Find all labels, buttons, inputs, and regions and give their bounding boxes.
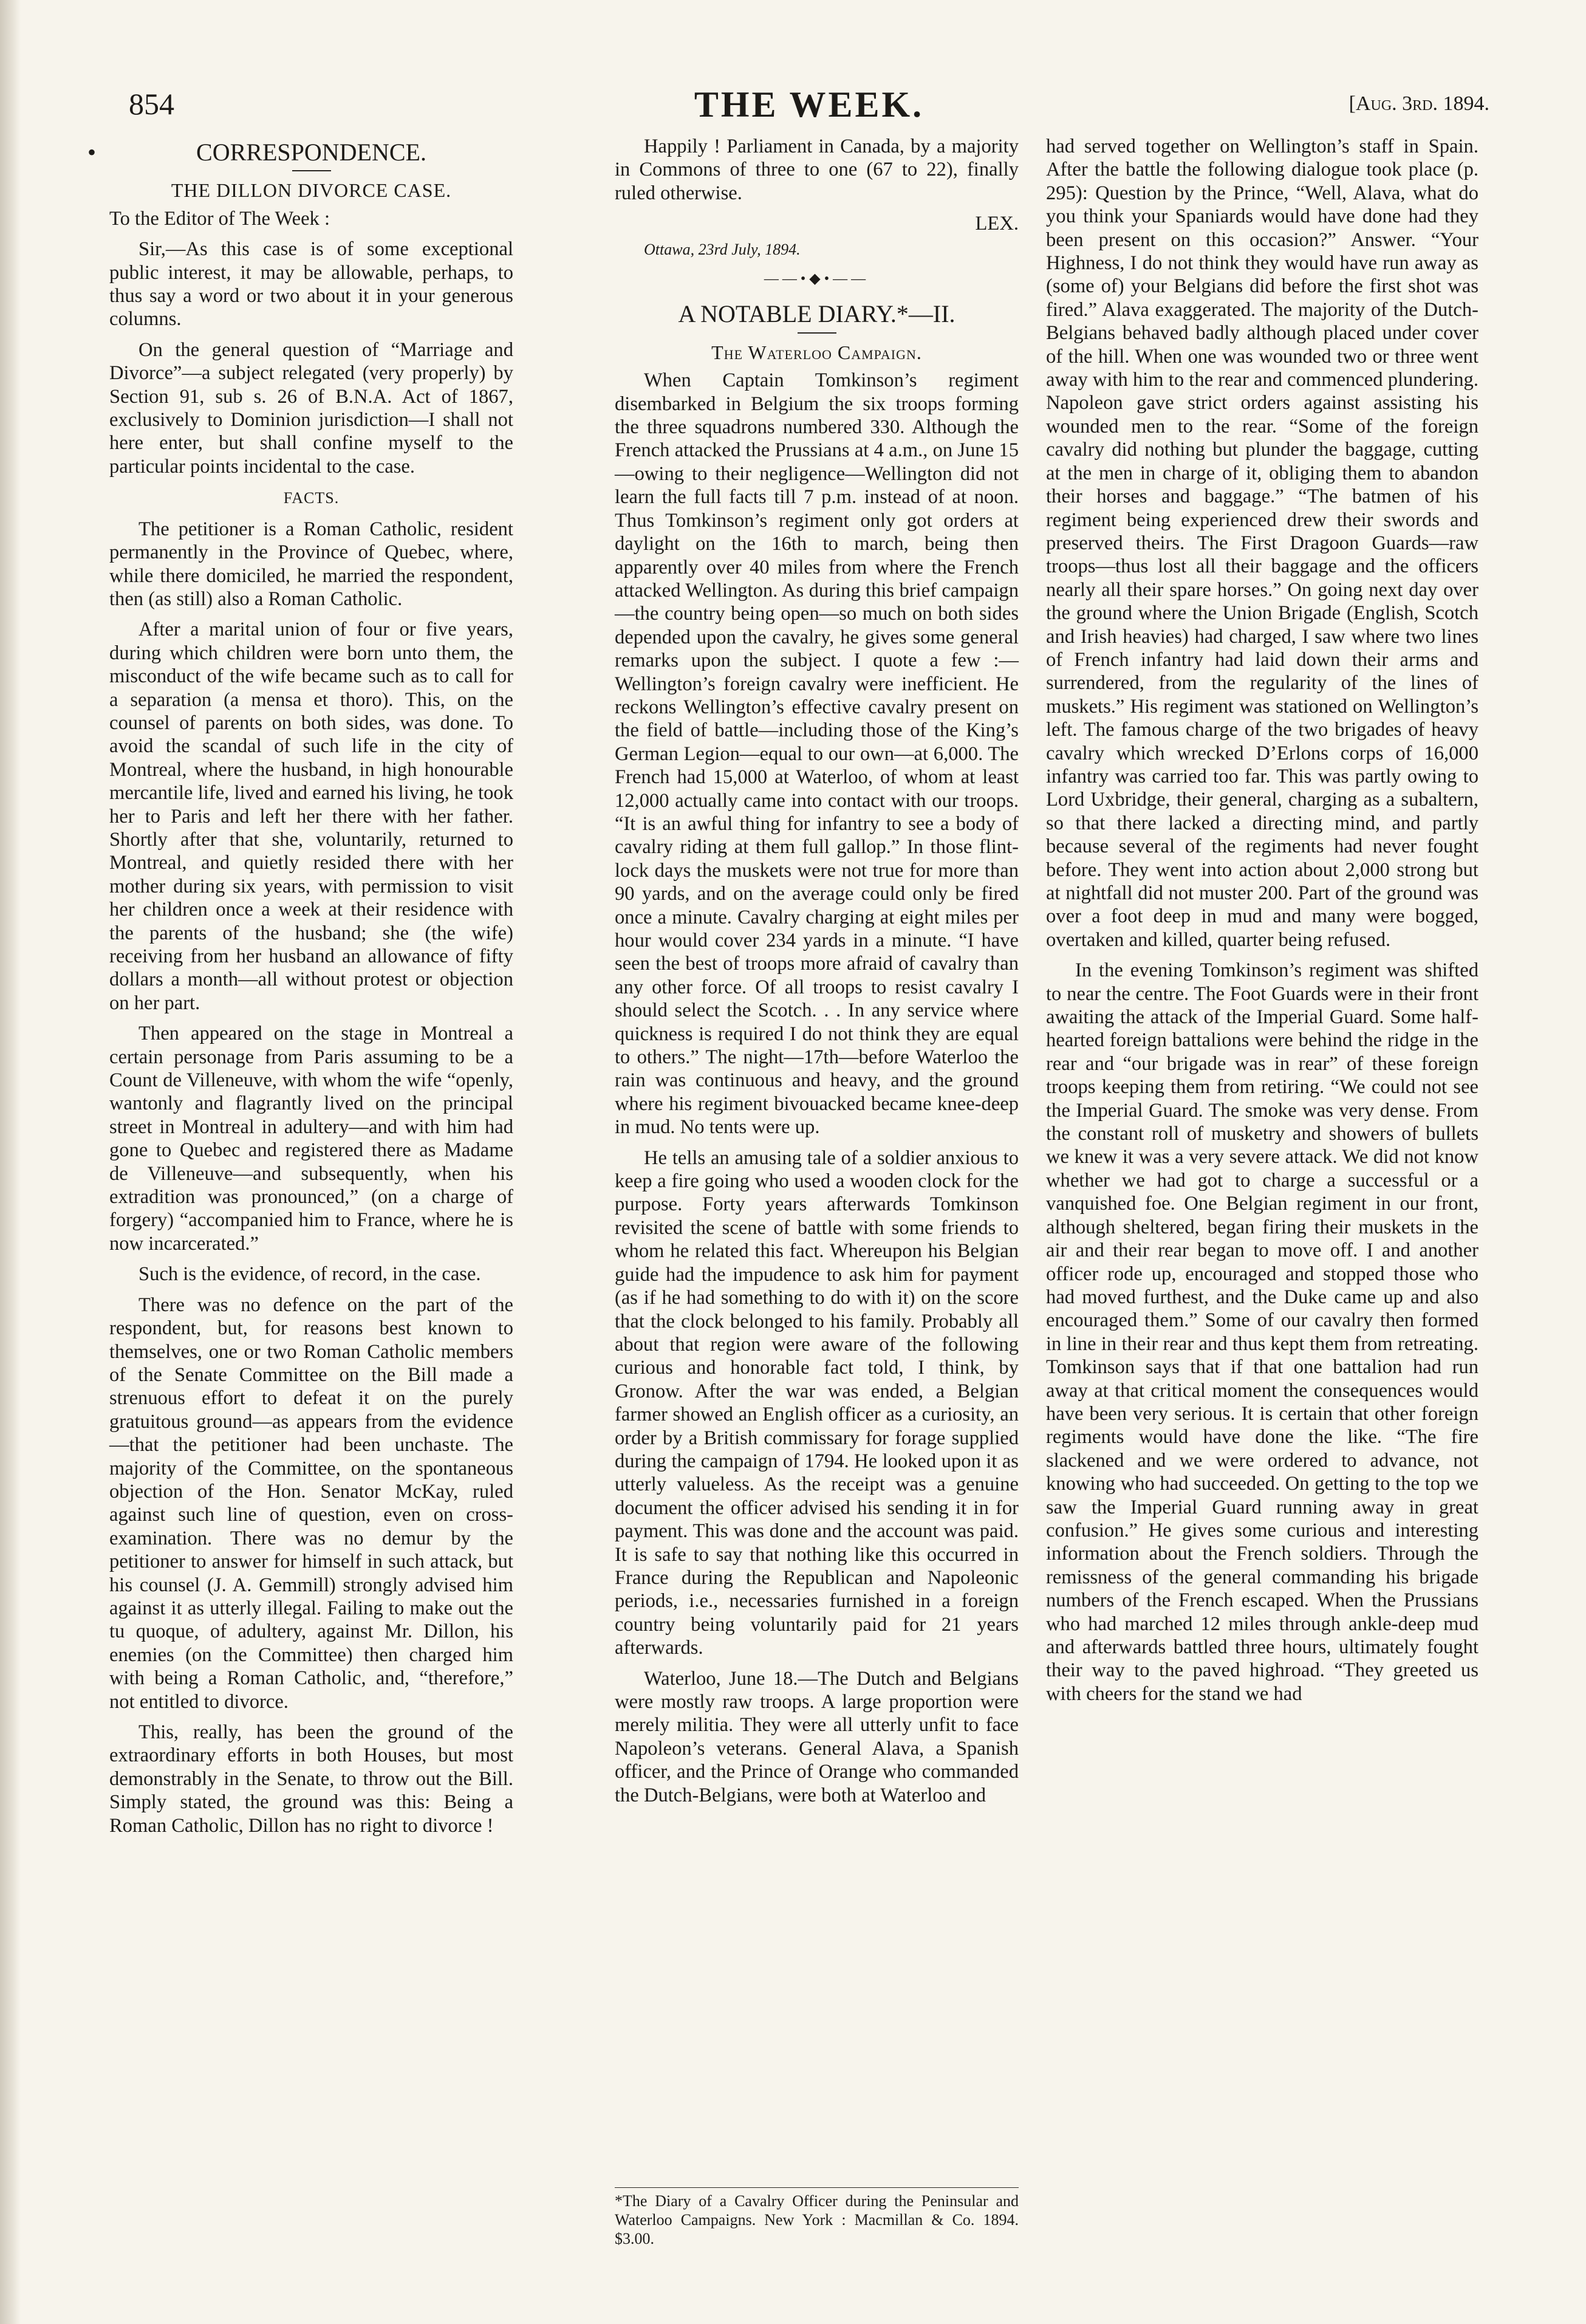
column-2 <box>615 135 1019 1814</box>
ornament-divider: ——•◆•—— <box>764 271 870 287</box>
column-3 <box>1046 135 1478 1713</box>
paragraph: Then appeared on the stage in Montreal a certain personage from Paris assuming to be a Count de Villeneuve, with whom the wife “openly, wantonly and flagrantly lived on the principal street in Montreal in adultery—and with him had gone to Quebec and registered there as Madame de Villeneuve—and subsequently, when his extradition was pronounced,” (on a charge of forgery) “accompanied him to France, where he is now incarcerated.” <box>109 1023 513 1255</box>
column-1 <box>87 135 513 1845</box>
signature: LEX. <box>975 213 1019 235</box>
paragraph: When Captain Tomkinson’s regiment disembarked in Belgium the six troops forming the three squadrons numbered 330. Although the French attacked the Prussians at 4 a.m., on June 15—owing to their negligence—Wellington did not learn the full facts till 7 p.m. instead of at noon. Thus Tomkinson’s regiment only got orders at daylight on the 16th to march, being then apparently over 40 miles from where the French attacked Wellington. As during this brief campaign—the country being open—so much on both sides depended upon the cavalry, he gives some general remarks upon the subject. I quote a few :—Wellington’s foreign cavalry were inefficient. He reckons Wellington’s effective cavalry present on the field of battle—including those of the King’s German Legion—equal to our own—at 6,000. The French had 15,000 at Waterloo, of whom at least 12,000 actually came into contact with our troops. “It is an awful thing for infantry to see a body of cavalry riding at them full gallop.” In those flint-lock days the muskets were not true for more than 90 yards, and on the average could only be fired once a minute. Cavalry charging at eight miles per hour would cover 234 yards in a minute. “I have seen the best of troops more afraid of cavalry than any other force. Of all troops to resist cavalry I should select the Scotch. . . In any service where quickness is required I do not think they are equal to others.” The night—17th—before Waterloo the rain was continuous and heavy, and the ground where his regiment bivouacked became knee-deep in mud. No tents were up. <box>615 369 1019 1139</box>
page-header <box>129 84 1489 139</box>
paragraph: had served together on Wellington’s staff in Spain. After the battle the following dialogue took place (p. 295): Question by the Prince, “Well, Alava, what do you think your Spaniards would have done had they been present on this occasion?” Answer. “Your Highness, I do not think they would have run away as (some of) your Belgians did before the first shot was fired.” Alava exaggerated. The majority of the Dutch-Belgians behaved badly although placed under cover of the hill. When one was wounded two or three went away with him to the rear and commenced plundering. Napoleon gave strict orders against assisting his wounded men to the rear. “Some of the foreign cavalry did nothing but plunder the baggage, cutting at the men in charge of it, obliging them to abandon their horses and baggage.” “The batmen of his regiment being experienced drew their swords and preserved theirs. The First Dragoon Guards—raw troops—thus lost all their baggage and the officers nearly all their spare horses.” On going next day over the ground where the Union Brigade (English, Scotch and Irish heavies) had charged, I saw where two lines of French infantry had laid down their arms and surrendered, from the regularity of the lines of muskets.” His regiment was stationed on Wellington’s left. The famous charge of the two brigades of heavy cavalry which wrecked D’Erlons corps of 16,000 infantry was carried too far. This was partly owing to Lord Uxbridge, their general, charging as a subaltern, so that there lacked a directing mind, and partly because several of the regiments had never fought before. They went into action about 2,000 strong but at nightfall did not muster 200. Part of the ground was over a foot deep in mud and many were bogged, overtaken and killed, quarter being refused. <box>1046 135 1478 951</box>
page-gutter-shadow <box>0 0 21 2324</box>
paragraph: Waterloo, June 18.—The Dutch and Belgians were mostly raw troops. A large proportion were merely militia. They were all utterly unfit to face Napoleon’s veterans. General Alava, a Spanish officer, and the Prince of Orange who commanded the Dutch-Belgians, were both at Waterloo and <box>615 1667 1019 1806</box>
paragraph: The petitioner is a Roman Catholic, resident permanently in the Province of Quebec, where, while there domiciled, he married the respondent, then (as still) also a Roman Catholic. <box>109 518 513 610</box>
place-date: Ottawa, 23rd July, 1894. <box>644 240 801 258</box>
facts-heading: FACTS. <box>283 489 340 507</box>
section-title: • CORRESPONDENCE. <box>87 139 426 166</box>
article-title: THE DILLON DIVORCE CASE. <box>171 179 452 202</box>
page-number: 854 <box>129 87 174 121</box>
bullet-mark: • <box>87 139 97 166</box>
footnote: *The Diary of a Cavalry Officer during the Peninsular and Waterloo Campaigns. New York : Macmillan & Co. 1894. $3.00. <box>615 2187 1019 2248</box>
paragraph: There was no defence on the part of the respondent, but, for reasons best known to themselves, one or two Roman Catholic members of the Senate Committee on the Bill made a strenuous effort to defeat it on the purely gratuitous ground—as appears from the evidence—that the petitioner had been unchaste. The majority of the Committee, on the spontaneous objection of the Hon. Senator McKay, ruled against such line of question, even on cross-examination. There was no demur by the petitioner to answer for himself in such attack, but his counsel (J. A. Gemmill) strongly advised him against it as utterly illegal. Failing to make out the tu quoque, of adultery, against Mr. Dillon, his enemies (on the Committee) then charged him with being a Roman Catholic, and, “therefore,” not entitled to divorce. <box>109 1294 513 1713</box>
paragraph: After a marital union of four or five years, during which children were born unto them, the misconduct of the wife became such as to call for a separation (a mensa et thoro). This, on the counsel of parents on both sides, was done. To avoid the scandal of such life in the city of Montreal, where the husband, in high honourable mercantile life, lived and earned his living, he took her to Paris and left her there with her father. Shortly after that she, voluntarily, returned to Montreal, and quietly resided there with her mother during six years, with permission to visit her children once a week at their residence with the parents of the husband; she (the wife) receiving from her husband an allowance of fifty dollars a month—all without protest or objection on her part. <box>109 619 513 1014</box>
paragraph: He tells an amusing tale of a soldier anxious to keep a fire going who used a wooden clock for the purpose. Forty years afterwards Tomkinson revisited the scene of battle with some friends to whom he related this fact. Whereupon his Belgian guide had the impudence to ask him for payment (as if he had something to do with it) on the score that the clock belonged to his family. Probably all about that region were aware of the following curious and honorable fact told, I think, by Gronow. After the war was ended, a Belgian farmer showed an English officer as a curiosity, an order by a British commissary for forage supplied during the campaign of 1794. He looked upon it as utterly valueless. As the receipt was a genuine document the officer advised his sending it in for payment. This was done and the account was paid. It is safe to say that nothing like this occurred in France during the Republican and Napoleonic periods, i.e., necessaries furnished in a foreign country being voluntarily paid for 21 years afterwards. <box>615 1147 1019 1659</box>
salutation: To the Editor of The Week : <box>109 207 330 230</box>
divider <box>798 332 836 334</box>
journal-title: THE WEEK. <box>694 84 925 125</box>
paragraph: In the evening Tomkinson’s regiment was shifted to near the centre. The Foot Guards were in their front awaiting the attack of the Imperial Guard. Some half-hearted foreign battalions were behind the ridge in the rear and “our brigade was in rear” of these foreign troops keeping them from retiring. “We could not see the Imperial Guard. The smoke was very dense. From the constant roll of musketry and showers of bullets we knew it was a very severe attack. We did not know whether we had got to charge a successful or a vanquished foe. One Belgian regiment in our front, although sheltered, began firing their muskets in the air and their rear began to move off. I and another officer rode up, encouraged and stopped those who had moved furthest, and the Duke came up and also encouraged them.” Some of our cavalry then formed in line in their rear and thus kept them from retreating. Tomkinson says that if that one battalion had run away at that critical moment the consequences would have been very serious. It is certain that other foreign regiments would have done the like. “The fire slackened and we were ordered to advance, not knowing who had succeeded. On getting to the top we saw the Imperial Guard running away in great confusion.” He gives some curious and interesting information about the French soldiers. Through the remissness of the general commanding his brigade numbers of the French escaped. When the Prussians who had marched 12 miles through ankle-deep mud and afterwards battled three hours, ultimately fought their way to the paved highroad. “They greeted us with cheers for the stand we had <box>1046 959 1478 1705</box>
paragraph: Happily ! Parliament in Canada, by a majority in Commons of three to one (67 to 22), finally ruled otherwise. <box>615 135 1019 204</box>
paragraph: This, really, has been the ground of the extraordinary efforts in both Houses, but most demonstrably in the Senate, to throw out the Bill. Simply stated, the ground was this: Being a Roman Catholic, Dillon has no right to divorce ! <box>109 1721 513 1837</box>
paragraph: Such is the evidence, of record, in the case. <box>138 1263 481 1286</box>
divider <box>292 170 331 171</box>
diary-title: A NOTABLE DIARY.*—II. <box>678 300 955 328</box>
issue-date: [Aug. 3rd. 1894. <box>1348 92 1489 115</box>
paragraph: Sir,—As this case is of some exceptional public interest, it may be allowable, perhaps, to thus say a word or two about it in your generous columns. <box>109 238 513 331</box>
diary-subtitle: The Waterloo Campaign. <box>711 341 922 363</box>
paragraph: On the general question of “Marriage and Divorce”—a subject relegated (very properly) by Section 91, sub s. 26 of B.N.A. Act of 1867, exclusively to Dominion jurisdiction—I shall not here enter, but shall confine myself to the particular points incidental to the case. <box>109 338 513 478</box>
